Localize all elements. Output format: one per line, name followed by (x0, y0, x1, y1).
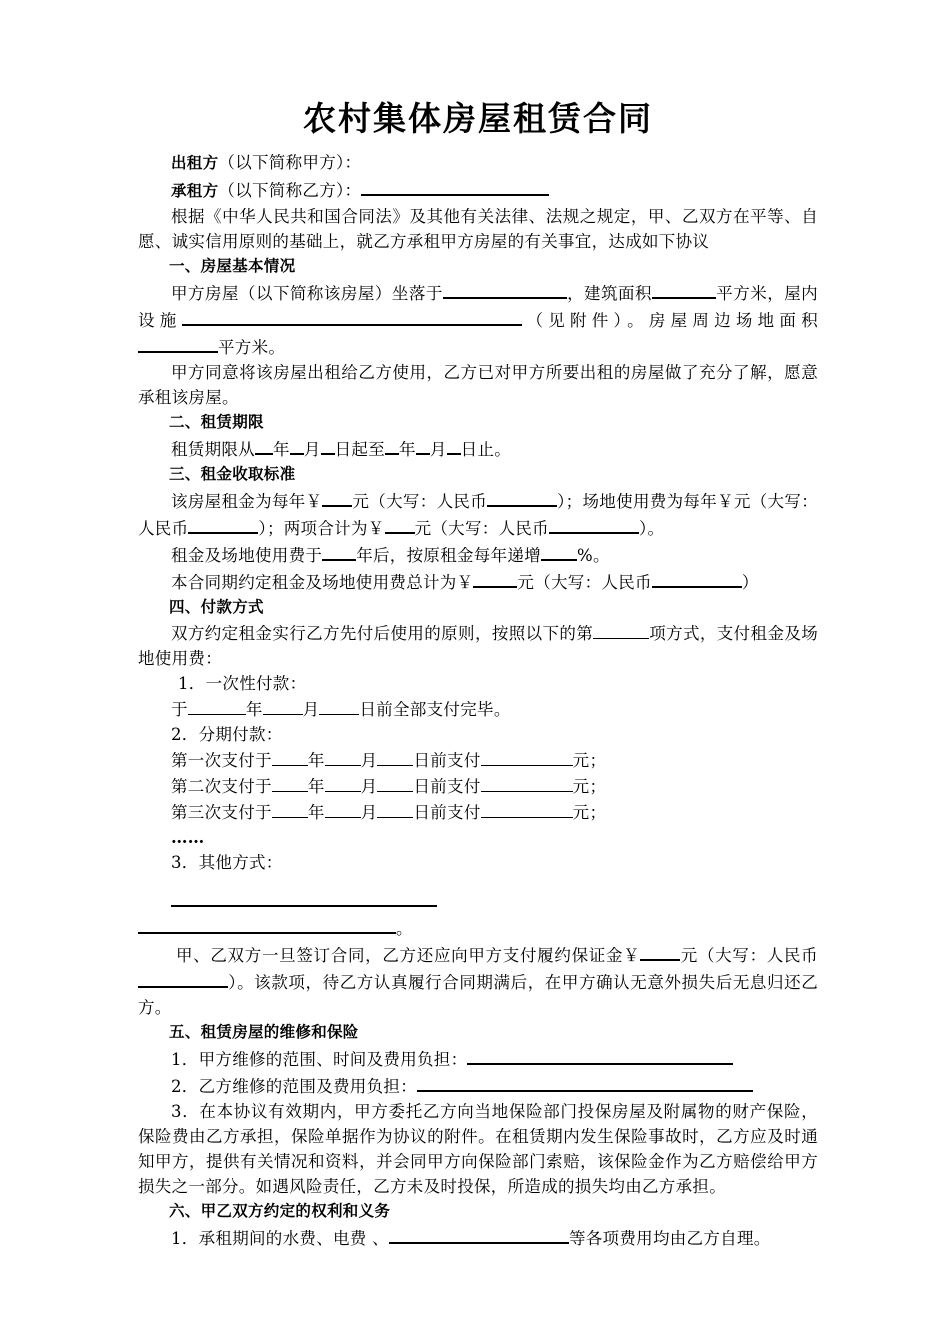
text-span: 1．承租期间的水费、电费 、 (171, 1229, 389, 1248)
blank-field[interactable] (272, 799, 308, 818)
text-span: 于 (171, 700, 188, 719)
option-3-line-1 (138, 887, 818, 914)
text-span: 等各项费用均由乙方自理。 (568, 1229, 771, 1248)
blank-field[interactable] (385, 435, 399, 455)
option-3-line-2 (138, 914, 818, 941)
section-5-heading: 五、租赁房屋的维修和保险 (169, 1023, 359, 1041)
ellipsis: …… (171, 828, 205, 847)
installment-3 (138, 799, 818, 825)
text-span: 第一次支付于 (171, 751, 272, 770)
party-a-text: （以下简称甲方）： (218, 153, 362, 172)
text-span: ）；两项合计为￥ (258, 519, 385, 538)
text-span: 租金及场地使用费于 (171, 546, 323, 565)
party-b-line (138, 176, 818, 204)
blank-field[interactable] (325, 773, 361, 792)
section-3-rent (138, 487, 818, 541)
section-2-heading: 二、租赁期限 (169, 413, 264, 431)
blank-field[interactable] (487, 487, 557, 507)
blank-field[interactable] (361, 176, 549, 196)
blank-field[interactable] (319, 696, 359, 715)
blank-field[interactable] (416, 435, 430, 455)
blank-field[interactable] (473, 568, 517, 588)
blank-field[interactable] (138, 333, 218, 353)
text-span: 年后，按原租金每年递增 (356, 546, 542, 565)
party-a-label: 出租方 (171, 154, 219, 172)
text-span: 项方式，支付租金及场地使用费： (138, 624, 819, 668)
text-span: 年 (245, 700, 263, 719)
text-span: ）；场地使用费为每年￥ (557, 492, 734, 511)
text-span: 元（大写：人民币 (352, 492, 488, 511)
text-span: 甲方房屋（以下简称该房屋）坐落于 (171, 284, 443, 303)
blank-field[interactable] (138, 968, 228, 988)
blank-field[interactable] (417, 1072, 753, 1092)
blank-field[interactable] (481, 773, 573, 792)
blank-field[interactable] (188, 696, 246, 715)
blank-field[interactable] (188, 514, 258, 534)
blank-field[interactable] (272, 747, 308, 766)
option-1-label: 1．一次性付款： (178, 674, 307, 693)
section-3-total (138, 568, 818, 595)
section-5-item-2 (138, 1072, 818, 1099)
blank-field[interactable] (321, 435, 335, 455)
section-1-paragraph-2: 甲方同意将该房屋出租给乙方使用，乙方已对甲方所要出租的房屋做了充分了解，愿意承租该房屋。 (138, 363, 818, 407)
blank-field[interactable] (447, 435, 461, 455)
party-b-text: （以下简称乙方）： (218, 181, 362, 200)
section-5-item-1 (138, 1045, 818, 1072)
option-3-label: 3．其他方式： (171, 853, 283, 872)
blank-field[interactable] (255, 435, 273, 455)
text-span: ）。该款项，待乙方认真履行合同期满后，在甲方确认无意外损失后无息归还乙方。 (138, 973, 818, 1017)
blank-field[interactable] (467, 1045, 733, 1065)
blank-field[interactable] (640, 941, 680, 961)
option-2-label: 2．分期付款： (171, 725, 283, 744)
blank-field[interactable] (377, 747, 413, 766)
section-4-heading: 四、付款方式 (169, 598, 264, 616)
document-title: 农村集体房屋租赁合同 (303, 99, 653, 138)
text-span: 年 (273, 440, 290, 459)
text-span: 年 (307, 803, 325, 822)
text-span: ，建筑面积 (566, 284, 653, 303)
blank-field[interactable] (541, 541, 577, 561)
blank-field[interactable] (549, 514, 639, 534)
section-1-paragraph-1 (138, 279, 818, 360)
blank-field[interactable] (325, 799, 361, 818)
section-2-term (138, 435, 818, 462)
spacer (138, 875, 818, 887)
blank-field[interactable] (272, 773, 308, 792)
text-span: 元（大写：人民币 (517, 573, 652, 592)
section-4-paragraph-1 (138, 620, 818, 671)
party-b-label: 承租方 (171, 182, 219, 200)
text-span: 月 (303, 440, 321, 459)
text-span: 租赁期限从 (171, 440, 255, 459)
blank-field[interactable] (322, 541, 356, 561)
installment-1 (138, 747, 818, 773)
text-span: 年 (399, 440, 416, 459)
blank-field[interactable] (385, 514, 415, 534)
blank-field[interactable] (182, 306, 522, 326)
section-1-heading: 一、房屋基本情况 (169, 257, 296, 275)
text-span: 。 (396, 919, 413, 938)
text-span: 月 (429, 440, 447, 459)
blank-field[interactable] (652, 279, 716, 299)
blank-field[interactable] (389, 1224, 569, 1244)
contract-page (138, 96, 818, 1251)
text-span: 月 (360, 777, 378, 796)
blank-field[interactable] (377, 799, 413, 818)
section-3-increase (138, 541, 818, 568)
text-span: 年 (307, 777, 325, 796)
section-5-item-3: 3．在本协议有效期内，甲方委托乙方向当地保险部门投保房屋及附属物的财产保险，保险费由乙方承担，保险单据作为协议的附件。在租赁期内发生保险事故时，乙方应及时通知甲方，提供有关情况和资料，并会同甲方向保险部门索赔，该保险金作为乙方赔偿给甲方损失之一部分。如遇风险责任，乙方未及时投保，所造成的损失均由乙方承担。 (138, 1102, 818, 1196)
text-span: 第二次支付于 (171, 777, 272, 796)
text-span: 月 (360, 751, 378, 770)
text-span: 日前支付 (413, 751, 481, 770)
blank-field[interactable] (652, 568, 742, 588)
text-span: 第三次支付于 (171, 803, 272, 822)
text-span: 元； (572, 777, 607, 796)
text-span: ）。 (638, 519, 665, 538)
text-span: 1．甲方维修的范围、时间及费用负担： (171, 1050, 468, 1069)
text-span: 本合同期约定租金及场地使用费总计为￥ (171, 573, 474, 592)
text-span: 元； (572, 803, 607, 822)
text-span: 甲、乙双方一旦签订合同，乙方还应向甲方支付履约保证金￥ (175, 946, 641, 965)
blank-field[interactable] (377, 773, 413, 792)
section-6-heading: 六、甲乙双方约定的权利和义务 (169, 1202, 391, 1220)
text-span: 月 (360, 803, 378, 822)
section-3-heading: 三、租金收取标准 (169, 465, 296, 483)
text-span: 元（大写：人民币 (414, 519, 549, 538)
blank-field[interactable] (481, 747, 573, 766)
blank-field[interactable] (325, 747, 361, 766)
text-span: 元（大写：人民币 (680, 946, 818, 965)
blank-field[interactable] (171, 887, 437, 907)
blank-field[interactable] (138, 914, 396, 934)
text-span: 元（大写：人民币 (138, 492, 818, 538)
blank-field[interactable] (443, 279, 567, 299)
installment-2 (138, 773, 818, 799)
text-span: 平方米。 (218, 338, 286, 357)
text-span: %。 (577, 546, 610, 565)
blank-field[interactable] (263, 696, 303, 715)
text-span: 双方约定租金实行乙方先付后使用的原则，按照以下的第 (171, 624, 594, 643)
text-span: 月 (302, 700, 320, 719)
text-span: 该房屋租金为每年￥ (171, 492, 323, 511)
text-span: 平方米，屋内设施 (138, 284, 818, 330)
text-span: 年 (307, 751, 325, 770)
text-span: ） (741, 573, 759, 592)
deposit-paragraph (138, 941, 818, 1020)
text-span: （见附件）。房屋周边场地面积 (521, 311, 818, 330)
text-span: 日起至 (334, 440, 386, 459)
party-a-line (138, 150, 818, 176)
text-span: 2．乙方维修的范围及费用负担： (171, 1077, 417, 1096)
text-span: 日前支付 (413, 777, 481, 796)
blank-field[interactable] (481, 799, 573, 818)
blank-field[interactable] (593, 620, 649, 639)
preamble: 根据《中华人民共和国合同法》及其他有关法律、法规之规定，甲、乙双方在平等、自愿、诚实信用原则的基础上，就乙方承租甲方房屋的有关事宜，达成如下协议 (138, 207, 818, 251)
blank-field[interactable] (290, 435, 304, 455)
text-span: 日前支付 (413, 803, 481, 822)
blank-field[interactable] (322, 487, 352, 507)
text-span: 日止。 (460, 440, 512, 459)
section-6-item-1 (138, 1224, 818, 1251)
option-1-line (138, 696, 818, 722)
text-span: 元； (572, 751, 607, 770)
text-span: 日前全部支付完毕。 (359, 700, 511, 719)
